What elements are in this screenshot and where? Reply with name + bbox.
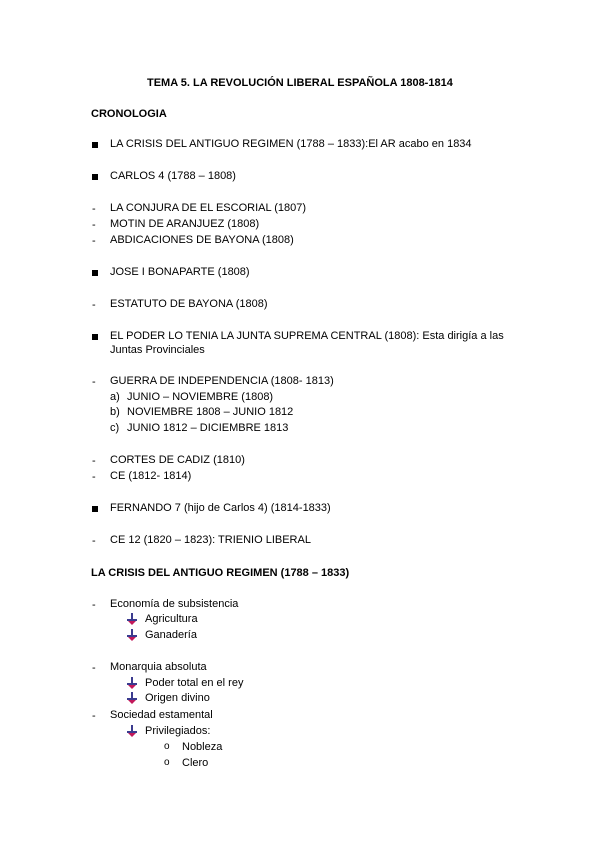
- dash-bullet: -: [92, 203, 96, 215]
- dash-bullet: -: [92, 599, 96, 611]
- list-item: ESTATUTO DE BAYONA (1808): [110, 298, 268, 310]
- arrow-bullet-icon: [127, 613, 139, 625]
- dash-bullet: -: [92, 662, 96, 674]
- list-item: Monarquia absoluta: [110, 661, 207, 673]
- cronologia-heading: CRONOLOGIA: [91, 108, 167, 120]
- square-bullet-icon: [92, 142, 98, 148]
- circle-bullet: o: [164, 757, 170, 768]
- arrow-bullet-icon: [127, 692, 139, 704]
- list-item: CE (1812- 1814): [110, 470, 192, 482]
- sublist-item: Agricultura: [145, 613, 198, 625]
- arrow-bullet-icon: [127, 629, 139, 641]
- sublist-item: Origen divino: [145, 692, 210, 704]
- dash-bullet: -: [92, 710, 96, 722]
- sublist-marker: c): [110, 422, 120, 434]
- dash-bullet: -: [92, 219, 96, 231]
- document-title: TEMA 5. LA REVOLUCIÓN LIBERAL ESPAÑOLA 1808-1814: [147, 77, 453, 89]
- sublist-marker: b): [110, 406, 120, 418]
- list-item: ABDICACIONES DE BAYONA (1808): [110, 234, 294, 246]
- sublist-item: JUNIO 1812 – DICIEMBRE 1813: [127, 422, 289, 434]
- section-heading: LA CRISIS DEL ANTIGUO REGIMEN (1788 – 1833): [91, 567, 350, 579]
- arrow-bullet-icon: [127, 725, 139, 737]
- sublist-item: Ganadería: [145, 629, 197, 641]
- sublist-item: Poder total en el rey: [145, 677, 244, 689]
- list-item: EL PODER LO TENIA LA JUNTA SUPREMA CENTRAL (1808): Esta dirigía a las: [110, 330, 504, 342]
- dash-bullet: -: [92, 235, 96, 247]
- list-item-continuation: Juntas Provinciales: [110, 344, 205, 356]
- sublist-item: JUNIO – NOVIEMBRE (1808): [127, 391, 274, 403]
- square-bullet-icon: [92, 174, 98, 180]
- sublist-item: NOVIEMBRE 1808 – JUNIO 1812: [127, 406, 294, 418]
- list-item: Sociedad estamental: [110, 709, 213, 721]
- dash-bullet: -: [92, 376, 96, 388]
- list-item: LA CONJURA DE EL ESCORIAL (1807): [110, 202, 307, 214]
- list-item: Economía de subsistencia: [110, 598, 239, 610]
- arrow-bullet-icon: [127, 677, 139, 689]
- square-bullet-icon: [92, 270, 98, 276]
- sublist-item: Privilegiados:: [145, 725, 211, 737]
- list-item: LA CRISIS DEL ANTIGUO REGIMEN (1788 – 1833):El AR acabo en 1834: [110, 138, 472, 150]
- list-item: MOTIN DE ARANJUEZ (1808): [110, 218, 260, 230]
- circle-bullet: o: [164, 741, 170, 752]
- list-item: JOSE I BONAPARTE (1808): [110, 266, 250, 278]
- dash-bullet: -: [92, 455, 96, 467]
- list-item: CARLOS 4 (1788 – 1808): [110, 170, 236, 182]
- list-item: GUERRA DE INDEPENDENCIA (1808- 1813): [110, 375, 334, 387]
- sublist-marker: a): [110, 391, 120, 403]
- square-bullet-icon: [92, 506, 98, 512]
- list-item: FERNANDO 7 (hijo de Carlos 4) (1814-1833): [110, 502, 331, 514]
- dash-bullet: -: [92, 299, 96, 311]
- list-item: CORTES DE CADIZ (1810): [110, 454, 245, 466]
- subsublist-item: Nobleza: [182, 741, 223, 753]
- square-bullet-icon: [92, 334, 98, 340]
- dash-bullet: -: [92, 471, 96, 483]
- dash-bullet: -: [92, 535, 96, 547]
- subsublist-item: Clero: [182, 757, 209, 769]
- list-item: CE 12 (1820 – 1823): TRIENIO LIBERAL: [110, 534, 311, 546]
